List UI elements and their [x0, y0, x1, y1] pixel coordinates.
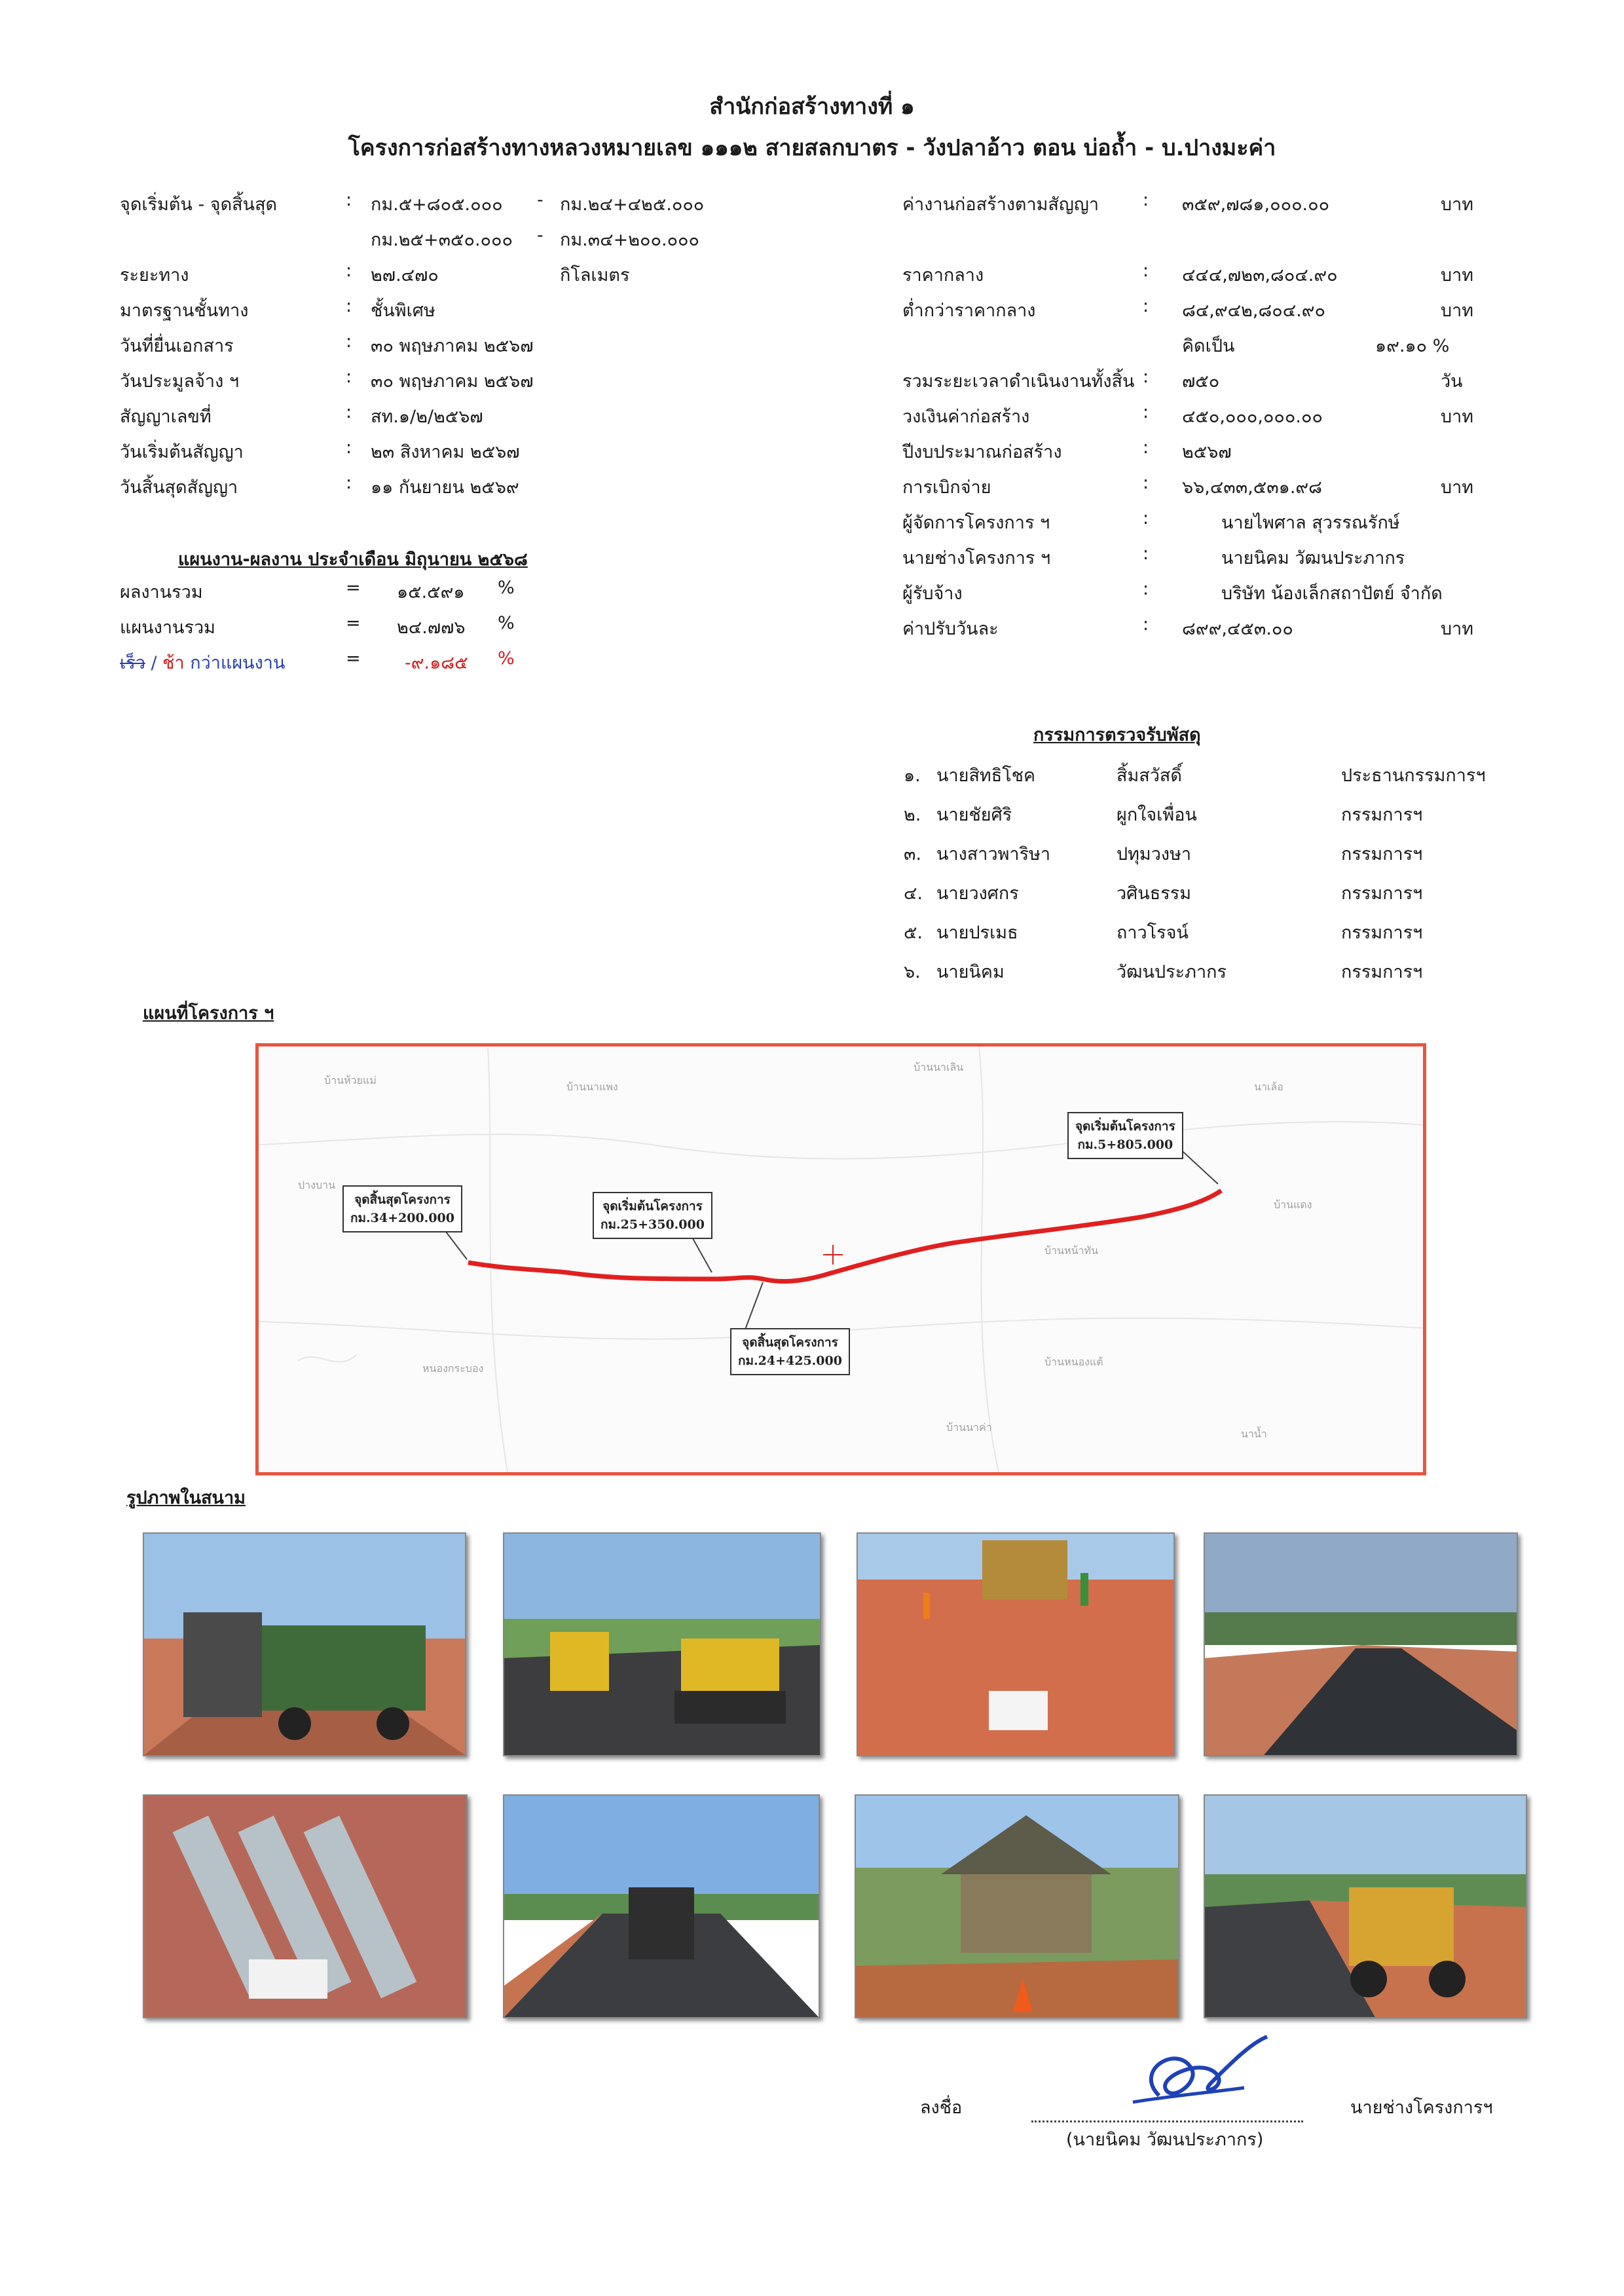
right-info-colon: : — [1143, 402, 1149, 422]
field-photo-4 — [1204, 1532, 1518, 1756]
callout-start-1-title: จุดเริ่มต้นโครงการ — [1075, 1119, 1175, 1134]
left-info-value: สท.๑/๒/๒๕๖๗ — [371, 407, 483, 427]
target-marker — [823, 1245, 843, 1265]
right-info-colon: : — [1143, 508, 1149, 528]
right-info-value: ๒๕๖๗ — [1182, 442, 1232, 462]
left-info-label: ระยะทาง — [120, 265, 189, 286]
right-info-colon: : — [1143, 544, 1149, 564]
right-info-label: ผู้จัดการโครงการ ฯ — [902, 513, 1050, 533]
right-info-unit: บาท — [1441, 619, 1474, 639]
right-info-unit: บาท — [1441, 301, 1474, 321]
committee-last: วศินธรรม — [1116, 883, 1192, 904]
progress-unit: % — [498, 613, 515, 633]
right-info-label: ปีงบประมาณก่อสร้าง — [902, 442, 1062, 462]
map-canvas — [259, 1046, 1423, 1472]
committee-first: นางสาวพาริษา — [936, 844, 1051, 864]
committee-first: นายสิทธิโชค — [936, 766, 1036, 786]
callout-end-2-km: กม.24+425.000 — [738, 1354, 842, 1368]
callout-end-2-title: จุดสิ้นสุดโครงการ — [742, 1335, 838, 1350]
right-info-label: ผู้รับจ้าง — [902, 583, 963, 604]
callout-start-2 — [593, 1192, 712, 1239]
callout-end-1 — [342, 1185, 462, 1232]
right-info-unit: วัน — [1441, 371, 1463, 392]
right-info-label: ค่างานก่อสร้างตามสัญญา — [902, 194, 1099, 215]
committee-no: ๑. — [904, 766, 921, 786]
right-info-unit: บาท — [1441, 194, 1474, 215]
left-info-colon: : — [346, 367, 352, 387]
committee-last: ผูกใจเพื่อน — [1116, 805, 1197, 825]
committee-title: กรรมการตรวจรับพัสดุ — [1033, 725, 1201, 745]
left-info-colon: : — [346, 296, 352, 316]
progress-unit: % — [498, 578, 515, 598]
committee-last: สิ้มสวัสดิ์ — [1116, 766, 1182, 786]
right-info-value: ๘๔,๙๔๒,๘๐๔.๙๐ — [1182, 301, 1326, 321]
right-info-label: รวมระยะเวลาดำเนินงานทั้งสิ้น — [902, 371, 1135, 392]
left-info-value3: กม.๓๔+๒๐๐.๐๐๐ — [560, 230, 700, 250]
signature-mark — [1120, 2030, 1270, 2115]
left-info-value: ๒๓ สิงหาคม ๒๕๖๗ — [371, 442, 520, 462]
sign-name: (นายนิคม วัฒนประภากร) — [1066, 2130, 1264, 2150]
office-title: สำนักก่อสร้างทางที่ ๑ — [709, 94, 915, 120]
left-info-label: สัญญาเลขที่ — [120, 407, 212, 427]
right-info-value: คิดเป็น — [1182, 336, 1235, 356]
progress-label: ผลงานรวม — [120, 582, 203, 602]
progress-eq: = — [346, 613, 361, 633]
left-info-value2: - — [537, 190, 544, 210]
right-info-colon: : — [1143, 261, 1149, 281]
sign-position: นายช่างโครงการฯ — [1350, 2098, 1493, 2118]
diff-value: -๙.๑๘๕ — [405, 653, 468, 673]
committee-last: วัฒนประภากร — [1116, 962, 1227, 982]
committee-role: กรรมการฯ — [1341, 805, 1423, 825]
field-photo-2 — [503, 1532, 821, 1756]
right-info-value: บริษัท น้องเล็กสถาปัตย์ จำกัด — [1221, 583, 1443, 604]
map-title: แผนที่โครงการ ฯ — [143, 1003, 274, 1024]
left-info-label: มาตรฐานชั้นทาง — [120, 301, 249, 321]
diff-fast: เร็ว — [120, 653, 145, 673]
left-info-value: กม.๒๕+๓๕๐.๐๐๐ — [371, 230, 513, 250]
right-info-colon: : — [1143, 296, 1149, 316]
right-info-value: ๓๕๙,๗๘๑,๐๐๐.๐๐ — [1182, 194, 1330, 215]
progress-eq: = — [346, 578, 361, 598]
left-info-value: ๓๐ พฤษภาคม ๒๕๖๗ — [371, 336, 534, 356]
field-photo-5 — [143, 1794, 468, 2018]
diff-slow: ช้า — [162, 653, 185, 673]
callout-end-1-title: จุดสิ้นสุดโครงการ — [354, 1193, 451, 1207]
callout-end-2 — [730, 1328, 850, 1375]
left-info-colon: : — [346, 437, 352, 458]
callout-start-2-title: จุดเริ่มต้นโครงการ — [602, 1199, 703, 1213]
right-info-unit: บาท — [1441, 477, 1474, 498]
right-info-unit: บาท — [1441, 265, 1474, 286]
left-info-colon: : — [346, 402, 352, 422]
right-info-unit: บาท — [1441, 407, 1474, 427]
progress-diff-label — [120, 648, 285, 676]
committee-no: ๔. — [904, 883, 923, 904]
field-photo-8 — [1204, 1794, 1527, 2018]
diff-eq: = — [346, 648, 361, 669]
callout-start-1 — [1067, 1112, 1183, 1159]
field-photo-7 — [855, 1794, 1179, 2018]
right-info-label: ราคากลาง — [902, 265, 984, 286]
committee-no: ๒. — [904, 805, 921, 825]
left-info-label: วันสิ้นสุดสัญญา — [120, 477, 238, 498]
left-info-value: ๓๐ พฤษภาคม ๒๕๖๗ — [371, 371, 534, 392]
field-photo-1 — [143, 1532, 466, 1756]
right-info-colon: : — [1143, 367, 1149, 387]
right-info-colon: : — [1143, 437, 1149, 458]
right-info-colon: : — [1143, 473, 1149, 493]
progress-value: ๑๕.๕๙๑ — [397, 582, 465, 602]
committee-role: กรรมการฯ — [1341, 962, 1423, 982]
diff-sep: / — [145, 653, 163, 673]
right-info-value: ๘๙๙,๔๕๓.๐๐ — [1182, 619, 1293, 639]
project-title: โครงการก่อสร้างทางหลวงหมายเลข ๑๑๑๒ สายสลกบาตร - วังปลาอ้าว ตอน บ่อถ้ำ - บ.ปางมะค่า — [348, 135, 1276, 161]
committee-role: กรรมการฯ — [1341, 844, 1423, 864]
committee-first: นายชัยศิริ — [936, 805, 1012, 825]
right-info-value: นายนิคม วัฒนประภากร — [1221, 548, 1405, 568]
diff-rest: กว่าแผนงาน — [184, 653, 286, 673]
committee-last: ปทุมวงษา — [1116, 844, 1192, 864]
signature-line — [1031, 2120, 1303, 2122]
project-route-line — [468, 1191, 1221, 1282]
right-info-value: ๔๕๐,๐๐๐,๐๐๐.๐๐ — [1182, 407, 1323, 427]
callout-end-1-km: กม.34+200.000 — [350, 1211, 454, 1225]
left-info-label: จุดเริ่มต้น - จุดสิ้นสุด — [120, 194, 278, 215]
right-info-label: นายช่างโครงการ ฯ — [902, 548, 1051, 568]
left-info-label: วันประมูลจ้าง ฯ — [120, 371, 240, 392]
committee-role: กรรมการฯ — [1341, 923, 1423, 943]
right-info-label: วงเงินค่าก่อสร้าง — [902, 407, 1030, 427]
committee-first: นายวงศกร — [936, 883, 1019, 904]
right-info-value: ๗๕๐ — [1182, 371, 1220, 392]
left-info-colon: : — [346, 261, 352, 281]
left-info-value3: กิโลเมตร — [560, 265, 630, 286]
committee-no: ๓. — [904, 844, 922, 864]
progress-value: ๒๔.๗๗๖ — [397, 618, 466, 638]
left-info-value: ชั้นพิเศษ — [371, 301, 435, 321]
left-info-value2: - — [537, 225, 544, 246]
left-info-label: วันเริ่มต้นสัญญา — [120, 442, 244, 462]
committee-first: นายปรเมธ — [936, 923, 1018, 943]
right-info-value: นายไพศาล สุวรรณรักษ์ — [1221, 513, 1400, 533]
right-info-unit: ๑๙.๑๐ % — [1375, 336, 1450, 356]
committee-no: ๕. — [904, 923, 923, 943]
field-photo-3 — [857, 1532, 1175, 1756]
right-info-colon: : — [1143, 190, 1149, 210]
committee-first: นายนิคม — [936, 962, 1005, 982]
progress-label: แผนงานรวม — [120, 618, 215, 638]
callout-start-1-km: กม.5+805.000 — [1077, 1138, 1173, 1152]
right-info-label: ค่าปรับวันละ — [902, 619, 999, 639]
left-info-value: ๒๗.๔๗๐ — [371, 265, 439, 286]
progress-title: แผนงาน-ผลงาน ประจำเดือน มิถุนายน ๒๕๖๘ — [178, 549, 528, 570]
photos-title: รูปภาพในสนาม — [126, 1488, 246, 1508]
right-info-value: ๖๖,๔๓๓,๕๓๑.๙๘ — [1182, 477, 1323, 498]
right-info-colon: : — [1143, 579, 1149, 599]
left-info-value3: กม.๒๔+๔๒๕.๐๐๐ — [560, 194, 705, 215]
left-info-colon: : — [346, 331, 352, 352]
committee-last: ถาวโรจน์ — [1116, 923, 1189, 943]
left-info-colon: : — [346, 473, 352, 493]
right-info-label: การเบิกจ่าย — [902, 477, 991, 498]
field-photo-6 — [503, 1794, 820, 2018]
right-info-label: ต่ำกว่าราคากลาง — [902, 301, 1036, 321]
committee-role: ประธานกรรมการฯ — [1341, 766, 1486, 786]
committee-no: ๖. — [904, 962, 921, 982]
sign-label: ลงชื่อ — [920, 2098, 963, 2118]
left-info-colon: : — [346, 190, 352, 210]
diff-unit: % — [498, 648, 515, 669]
left-info-value: กม.๕+๘๐๕.๐๐๐ — [371, 194, 503, 215]
committee-role: กรรมการฯ — [1341, 883, 1423, 904]
project-map: บ้านห้วยแม่ บ้านนาแพง บ้านนาเลิน นาเล้อ ปางบาน บ้านแดง บ้านหน้าทัน หนองกระบอง บ้านหนองแต้ บ้านนาค่า นาน้ำ จุดเริ่มต้นโครงการ กม.5+805.000 จุดสิ้นสุดโครงการ กม.34+200.000 จุดเริ่มต้นโครงการ กม.25+350.000 จุดสิ้นสุดโครงการ กม.24+425.000 — [255, 1043, 1426, 1475]
left-info-label: วันที่ยื่นเอกสาร — [120, 336, 234, 356]
right-info-colon: : — [1143, 614, 1149, 635]
callout-start-2-km: กม.25+350.000 — [600, 1217, 705, 1232]
right-info-value: ๔๔๔,๗๒๓,๘๐๔.๙๐ — [1182, 265, 1338, 286]
left-info-value: ๑๑ กันยายน ๒๕๖๙ — [371, 477, 519, 498]
